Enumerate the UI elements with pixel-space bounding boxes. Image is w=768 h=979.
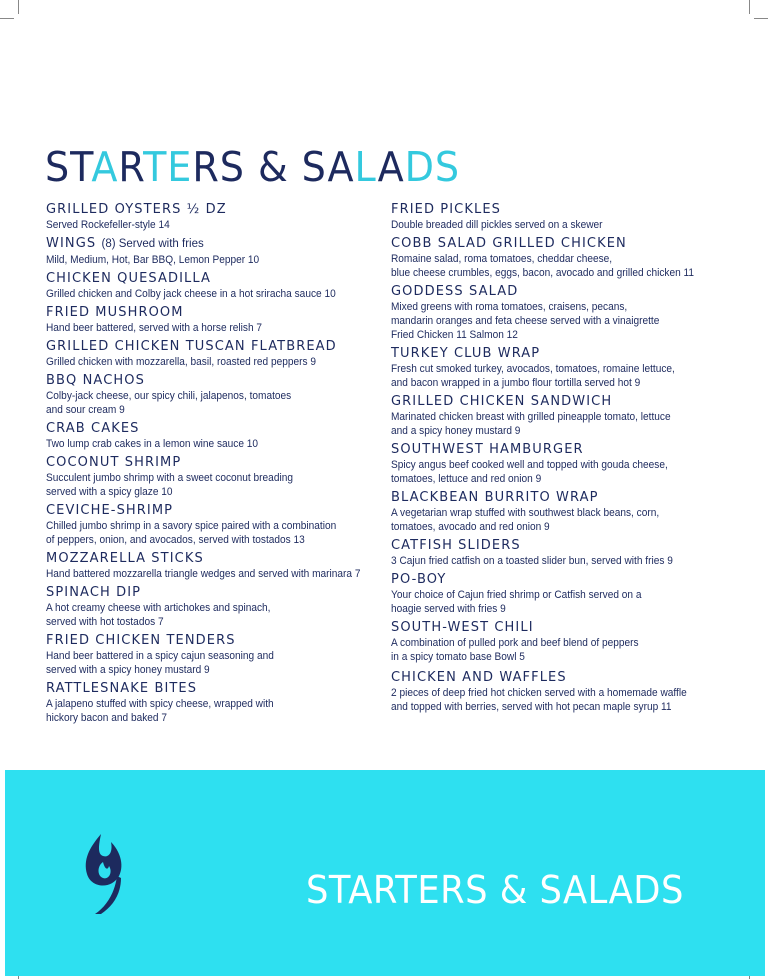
flame-nine-logo [81, 832, 127, 916]
footer-banner [5, 770, 765, 976]
menu-item [391, 345, 731, 390]
menu-item-description: Marinated chicken breast with grilled pineapple tomato, lettuce [391, 411, 671, 423]
menu-item-name: GRILLED CHICKEN SANDWICH [391, 394, 613, 409]
menu-item [46, 304, 386, 335]
menu-item-name: COBB SALAD GRILLED CHICKEN [391, 236, 627, 251]
menu-item-description: Colby-jack cheese, our spicy chili, jalapenos, tomatoes [46, 390, 292, 402]
menu-column-left [46, 201, 386, 725]
menu-item-description: 3 Cajun fried catfish on a toasted slider bun, served with fries 9 [391, 555, 673, 567]
menu-item-name: SOUTH-WEST CHILI [391, 620, 534, 635]
menu-item-name: COCONUT SHRIMP [46, 455, 182, 470]
menu-item [391, 669, 731, 714]
page-title: STARTERS & SALADS [45, 143, 461, 191]
menu-item-description: blue cheese crumbles, eggs, bacon, avocado and grilled chicken 11 [391, 267, 695, 279]
menu-item-description: Hand beer battered in a spicy cajun seasoning and [46, 650, 274, 662]
menu-item-name: CRAB CAKES [46, 421, 140, 436]
menu-item-description: served with hot tostados 7 [46, 616, 164, 628]
menu-item-name: FRIED CHICKEN TENDERS [46, 633, 236, 648]
menu-item-name: TURKEY CLUB WRAP [391, 346, 541, 361]
menu-item [46, 235, 386, 267]
menu-item [46, 550, 386, 581]
menu-item-description: Grilled chicken and Colby jack cheese in a hot sriracha sauce 10 [46, 288, 336, 300]
menu-item-description: Chilled jumbo shrimp in a savory spice paired with a combination [46, 520, 337, 532]
menu-item [391, 571, 731, 616]
menu-item-description: and a spicy honey mustard 9 [391, 425, 521, 437]
menu-item-description: 2 pieces of deep fried hot chicken served with a homemade waffle [391, 687, 687, 699]
menu-item-description: A combination of pulled pork and beef blend of peppers [391, 637, 639, 649]
menu-item-description: Fried Chicken 11 Salmon 12 [391, 329, 518, 341]
footer-title: STARTERS & SALADS [306, 868, 684, 912]
menu-item-description: Romaine salad, roma tomatoes, cheddar cheese, [391, 253, 613, 265]
menu-item-description: and topped with berries, served with hot pecan maple syrup 11 [391, 701, 672, 713]
menu-item [46, 502, 386, 547]
menu-item-description: Mild, Medium, Hot, Bar BBQ, Lemon Pepper 10 [46, 254, 260, 266]
menu-item-name: SPINACH DIP [46, 585, 142, 600]
menu-item-name: GRILLED CHICKEN TUSCAN FLATBREAD [46, 339, 337, 354]
menu-item-description: Fresh cut smoked turkey, avocados, tomatoes, romaine lettuce, [391, 363, 675, 375]
menu-item-name: GRILLED OYSTERS ½ DZ [46, 202, 227, 217]
menu-item-name: FRIED PICKLES [391, 202, 501, 217]
menu-item [391, 537, 731, 568]
menu-item-description: Hand beer battered, served with a horse relish 7 [46, 322, 263, 334]
menu-item-name: MOZZARELLA STICKS [46, 551, 204, 566]
menu-item-description: Double breaded dill pickles served on a skewer [391, 219, 603, 231]
menu-item-description: hickory bacon and baked 7 [46, 712, 167, 724]
menu-item-description: Your choice of Cajun fried shrimp or Catfish served on a [391, 589, 642, 601]
menu-item-description: A jalapeno stuffed with spicy cheese, wrapped with [46, 698, 274, 710]
menu-item [46, 201, 386, 232]
menu-item [46, 338, 386, 369]
menu-item-description: Served Rockefeller-style 14 [46, 219, 170, 231]
menu-item [46, 270, 386, 301]
menu-item-name: CEVICHE-SHRIMP [46, 503, 174, 518]
menu-item-description: Mixed greens with roma tomatoes, craisens, pecans, [391, 301, 628, 313]
menu-item-description: hoagie served with fries 9 [391, 603, 506, 615]
menu-item-name: CATFISH SLIDERS [391, 538, 521, 553]
menu-item-description: A hot creamy cheese with artichokes and spinach, [46, 602, 271, 614]
menu-item-description: mandarin oranges and feta cheese served with a vinaigrette [391, 315, 660, 327]
menu-item-description: Succulent jumbo shrimp with a sweet coconut breading [46, 472, 293, 484]
menu-item [391, 489, 731, 534]
menu-item-name: CHICKEN QUESADILLA [46, 271, 212, 286]
menu-item [46, 420, 386, 451]
menu-item-description: and bacon wrapped in a jumbo flour tortilla served hot 9 [391, 377, 641, 389]
menu-item [391, 201, 731, 232]
menu-item-description: A vegetarian wrap stuffed with southwest black beans, corn, [391, 507, 660, 519]
crop-mark [0, 18, 14, 19]
menu-item-description: Spicy angus beef cooked well and topped with gouda cheese, [391, 459, 668, 471]
menu-item [46, 632, 386, 677]
menu-item [391, 283, 731, 342]
menu-item [391, 441, 731, 486]
menu-column-right [391, 201, 731, 714]
menu-item-description: tomatoes, lettuce and red onion 9 [391, 473, 542, 485]
menu-item-name: BLACKBEAN BURRITO WRAP [391, 490, 599, 505]
menu-item-note: (8) Served with fries [101, 238, 204, 250]
menu-item-name: GODDESS SALAD [391, 284, 519, 299]
menu-item-name: BBQ NACHOS [46, 373, 145, 388]
menu-item-name: WINGS (8) Served with fries [46, 236, 204, 251]
menu-item-name: PO-BOY [391, 572, 447, 587]
menu-item-description: Hand battered mozzarella triangle wedges and served with marinara 7 [46, 568, 361, 580]
menu-item-name: RATTLESNAKE BITES [46, 681, 198, 696]
menu-item-description: Two lump crab cakes in a lemon wine sauce 10 [46, 438, 259, 450]
menu-item [391, 393, 731, 438]
crop-mark [754, 18, 768, 19]
menu-item [46, 372, 386, 417]
crop-mark [749, 0, 750, 14]
menu-item-name: SOUTHWEST HAMBURGER [391, 442, 584, 457]
menu-item [46, 584, 386, 629]
menu-item [46, 454, 386, 499]
menu-item-name: CHICKEN AND WAFFLES [391, 670, 567, 685]
menu-item-description: and sour cream 9 [46, 404, 125, 416]
menu-item-description: tomatoes, avocado and red onion 9 [391, 521, 550, 533]
menu-item-name: FRIED MUSHROOM [46, 305, 184, 320]
menu-item [391, 235, 731, 280]
menu-item-description: in a spicy tomato base Bowl 5 [391, 651, 525, 663]
menu-item-description: served with a spicy glaze 10 [46, 486, 173, 498]
menu-item [391, 619, 731, 664]
menu-item-description: served with a spicy honey mustard 9 [46, 664, 210, 676]
menu-item [46, 680, 386, 725]
crop-mark [18, 0, 19, 14]
menu-item-description: of peppers, onion, and avocados, served with tostados 13 [46, 534, 305, 546]
menu-item-description: Grilled chicken with mozzarella, basil, roasted red peppers 9 [46, 356, 317, 368]
